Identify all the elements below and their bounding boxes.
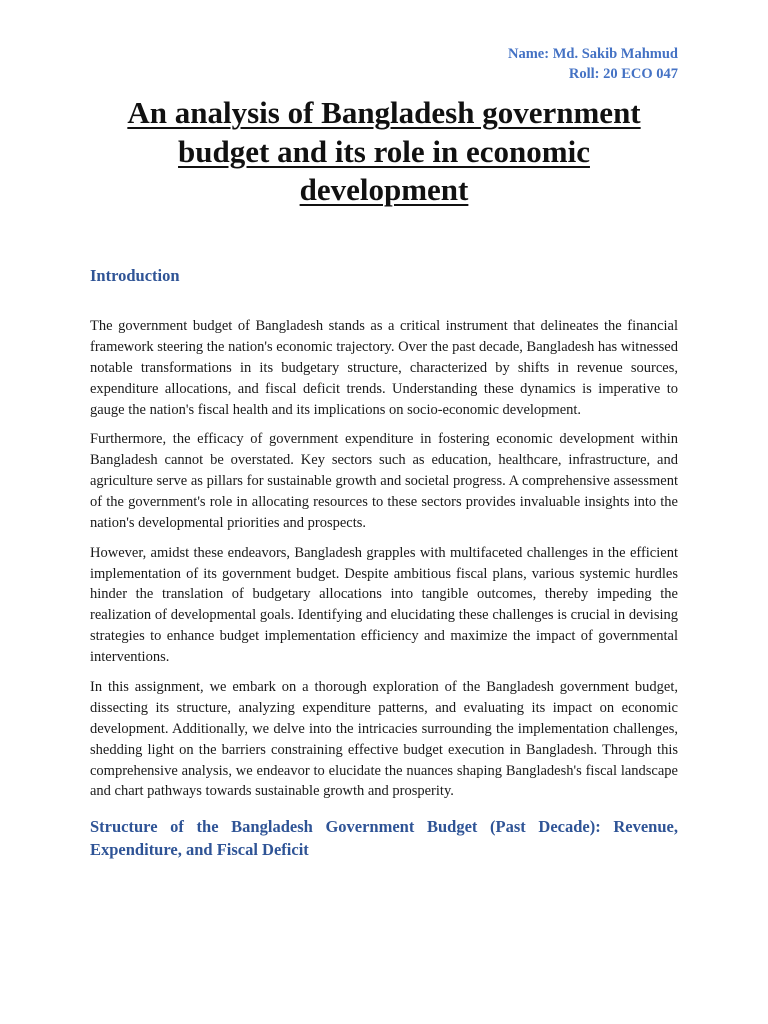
introduction-body xyxy=(90,316,678,811)
document-title: An analysis of Bangladesh government budget and its role in economic development xyxy=(127,95,641,207)
paragraph-3: However, amidst these endeavors, Bangladesh grapples with multifaceted challenges in the efficient implementation of its government budget. Despite ambitious fiscal plans, various systemic hurdles hinder the translation of budgetary allocations into tangible outcomes, thereby impeding the realization of developmental goals. Identifying and elucidating these challenges is crucial in devising strategies to enhance budget implementation efficiency and maximize the impact of governmental interventions. xyxy=(90,544,678,666)
paragraph-4: In this assignment, we embark on a thorough exploration of the Bangladesh government budget, dissecting its structure, analyzing expenditure patterns, and evaluating its impact on economic development. Additionally, we delve into the intricacies surrounding the implementation challenges, shedding light on the barriers constraining effective budget execution in Bangladesh. Through this comprehensive analysis, we endeavor to elucidate the nuances shaping Bangladesh's fiscal landscape and chart pathways towards sustainable growth and prosperity. xyxy=(90,678,678,800)
author-name: Name: Md. Sakib Mahmud xyxy=(508,46,678,62)
paragraph-1: The government budget of Bangladesh stands as a critical instrument that delineates the financial framework steering the nation's economic trajectory. Over the past decade, Bangladesh has witnessed notable transformations in its budgetary structure, characterized by shifts in revenue sources, expenditure allocations, and fiscal deficit trends. Understanding these dynamics is imperative to gauge the nation's fiscal health and its implications on socio-economic development. xyxy=(90,318,678,418)
paragraph-2: Furthermore, the efficacy of government expenditure in fostering economic development within Bangladesh cannot be overstated. Key sectors such as education, healthcare, infrastructure, and agriculture serve as pillars for sustainable growth and societal progress. A comprehensive assessment of the government's role in allocating resources to these sectors provides invaluable insights into the nation's developmental priorities and prospects. xyxy=(90,431,678,531)
structure-heading: Structure of the Bangladesh Government Budget (Past Decade): Revenue, Expenditure, and Fiscal Deficit xyxy=(90,817,678,859)
author-roll: Roll: 20 ECO 047 xyxy=(568,66,678,82)
introduction-heading: Introduction xyxy=(90,266,180,285)
author-info xyxy=(508,44,678,84)
